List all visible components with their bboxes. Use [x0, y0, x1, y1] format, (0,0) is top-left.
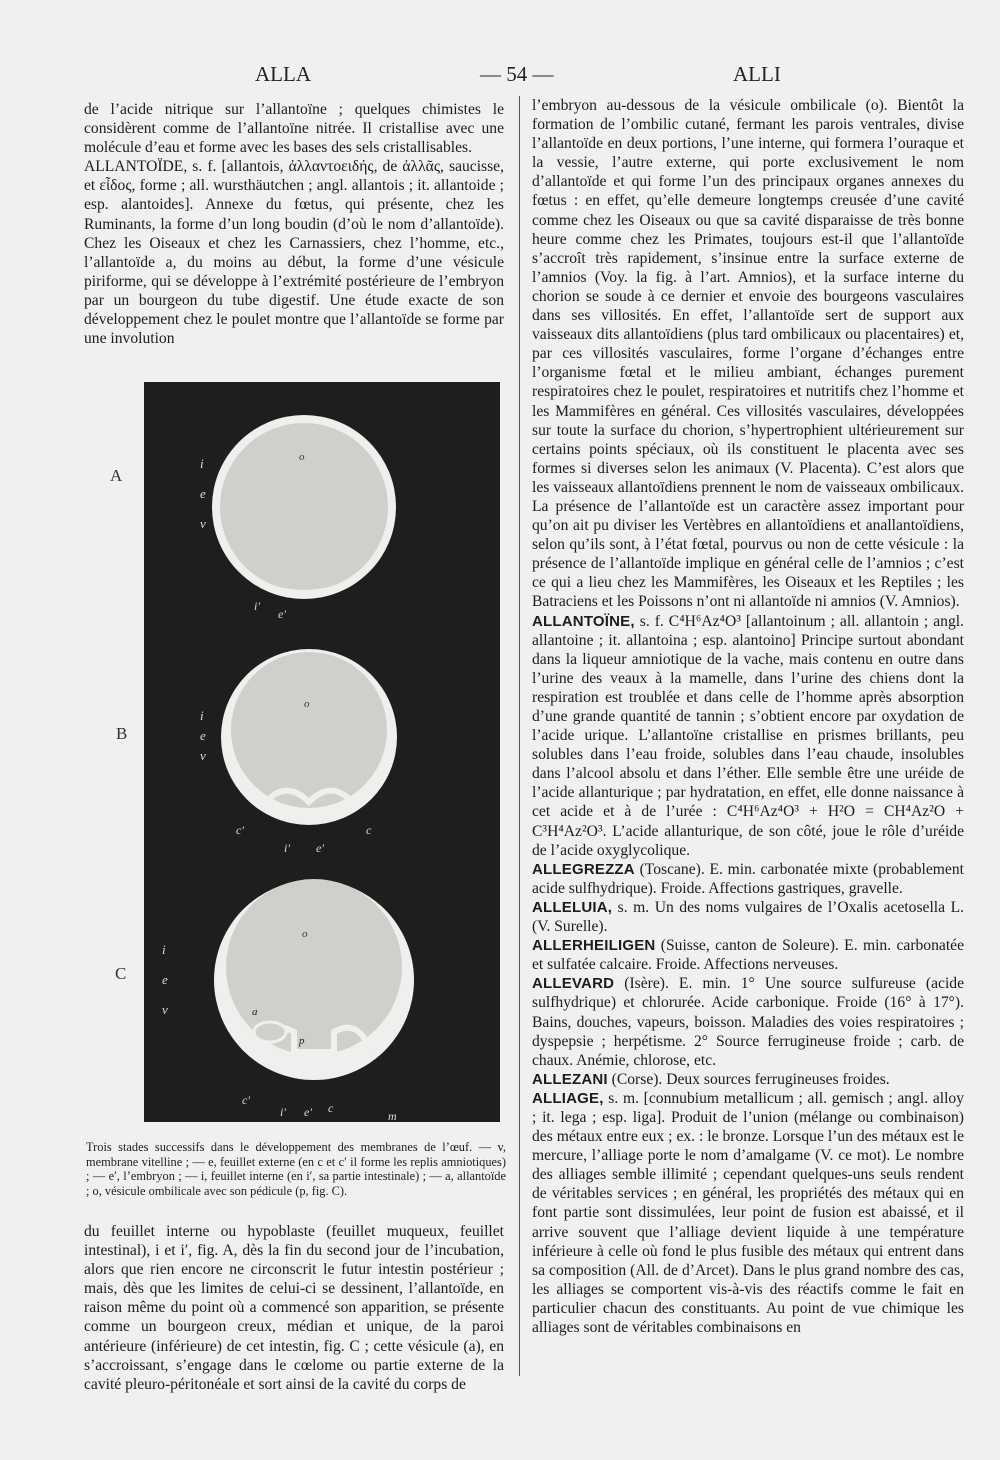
right-column: [532, 96, 964, 1337]
entry-headword: ALLEZANI: [532, 1070, 608, 1088]
paragraph: du feuillet interne ou hypoblaste (feuillet muqueux, feuillet intestinal), i et i′, fig. A, dès la fin du second jour de l’incubation, alors que rien encore ne circonscrit le futur intestin postérieur ; mais, dès que les limites de celui-ci se dessinent, l’allantoïde, en raison même du point où a commencé son apparition, se présente comme un bourgeon creux, médian et unique, de la paroi antérieure (inférieure) de cet intestin, fig. C ; cette vésicule (a), en s’accroissant, s’engage dans le cœlome ou partie externe de la cavité pleuro-péritonéale et sort ainsi de la cavité du corps de: [84, 1223, 504, 1393]
paragraph: de l’acide nitrique sur l’allantoïne ; quelques chimistes le considèrent comme de l’allantoïne nitrée. Il cristallise avec une molécule d’eau et forme avec les bases des sels cristallisables.: [84, 101, 504, 157]
figure-caption: [86, 1140, 506, 1198]
entry-allantoide: ALLANTOÏDE, s. f. [allantois, ἀλλαντοειδής, de ἀλλᾶς, saucisse, et εἶδος, forme ; all. wursthäutchen ; angl. allantois ; it. allantoide ; esp. alantoides]. Annexe du fœtus, qui présente, chez les Ruminants, la forme d’un long boudin (d’où le nom d’allantoïde). Chez les Oiseaux et chez les Carnassiers, chez l’homme, etc., l’allantoïde a, du moins au début, la forme d’une vésicule piriforme, qui se développe à l’extrémité postérieure de l’embryon par un bourgeon du tube digestif. Une étude exacte de son développement chez le poulet montre que l’allantoïde se forme par une involution: [84, 158, 504, 348]
entry-body: s. f. C⁴H⁶Az⁴O³ [allantoinum ; all. allantoin ; angl. allantoine ; it. allantoina ; esp. alantoino] Principe surtout abondant dans la liqueur amniotique de la vache, mais contenu en outre dans l’urine des veaux à la mamelle, dans l’urine des chiens dont la respiration est troublée et dans celle de l’homme après absorption d’une grande quantité de tannin ; s’obtient encore par oxydation de l’acide urique. L’allantoïne cristallise en prismes brillants, peu solubles dans l’eau froide, solubles dans l’eau chaude, insolubles dans l’alcool absolu et dans l’éther. Elle semble être une uréide de l’acide allanturique ; par hydratation, en effet, elle donne naissance à cet acide et à de l’urée : C⁴H⁶Az⁴O³ + H²O = CH⁴Az²O + C³H⁴Az²O³. L’acide allanturique, de son côté, joue le rôle d’uréide de l’acide oxyglycolique.: [532, 612, 964, 859]
label-e: e: [162, 972, 168, 987]
label-v: v: [162, 1002, 168, 1017]
stage-letter-b: B: [116, 724, 128, 743]
entry-allevard: [532, 974, 964, 1069]
entry-allegrezza: [532, 860, 964, 898]
label-e-prime: e': [278, 607, 286, 621]
stage-a-yolk: [220, 423, 388, 591]
entry-headword: ALLEGREZZA: [532, 860, 635, 878]
label-e: e: [200, 486, 206, 501]
label-i-prime: i': [284, 841, 290, 855]
label-m: m: [388, 1109, 397, 1122]
label-i: i: [162, 942, 166, 957]
entry-headword: ALLELUIA,: [532, 898, 613, 916]
caption-text: Trois stades successifs dans le développement des membranes de l’œuf. — v, membrane vitelline ; — e, feuillet externe (en c et c′ il forme les replis amniotiques) ; — e′, l’embryon ; — i, feuillet interne (en i′, sa partie intestinale) ; — a, allantoïde ; o, vésicule ombilicale avec son pédicule (p, fig. C).: [86, 1140, 506, 1198]
entry-body: (Suisse, canton de Soleure). E. min. carbonatée et sulfatée calcaire. Froide. Affections nerveuses.: [532, 937, 964, 974]
entry-headword: ALLEVARD: [532, 975, 615, 993]
label-v: v: [200, 516, 206, 531]
entry-alleluia: [532, 898, 964, 936]
stage-letter-a: A: [110, 466, 123, 485]
stage-c-allantois: [254, 1022, 286, 1042]
entry-body: (Corse). Deux sources ferrugineuses froides.: [607, 1070, 890, 1088]
label-p: p: [299, 1035, 305, 1047]
left-column-bottom: [84, 1222, 504, 1394]
running-head-right: ALLI: [733, 62, 781, 86]
label-o: o: [302, 928, 308, 940]
label-e: e: [200, 728, 206, 743]
entry-alliage: [532, 1089, 964, 1337]
label-c-prime: c': [236, 823, 244, 837]
entry-headword: ALLANTOÏNE,: [532, 612, 635, 630]
entry-allantoine: [532, 612, 964, 860]
label-i-prime: i': [254, 599, 260, 613]
label-i: i: [200, 708, 204, 723]
column-rule: [519, 96, 520, 1376]
label-c: c: [328, 1101, 334, 1115]
membrane-development-figure: [144, 382, 500, 1122]
label-c-prime: c': [242, 1093, 250, 1107]
entry-headword: ALLIAGE,: [532, 1089, 604, 1107]
entry-body: s. m. [connubium metallicum ; all. gemisch ; angl. alloy ; it. lega ; esp. liga]. Produit de l’union (mélange ou combinaison) des métaux entre eux ; ex. : le bronze. Lorsque l’un des métaux est le mercure, l’alliage porte le nom d’amalgame (V. ce mot). Le nombre des alliages semble illimité ; cependant quelques-uns seuls rendent de véritables services ; en général, les propriétés des métaux qui en font partie sont dissimulées, leur point de fusion est abaissé, et il arrive souvent que l’alliage devient liquide à une température inférieure à celle où fond le plus fusible des métaux qui entrent dans sa composition (All. de d’Arcet). Dans le plus grand nombre des cas, les alliages se comportent vis-à-vis des réactifs comme le fait en particulier chacun des constituants. Au point de vue chimique les alliages sont de véritables combinaisons en: [532, 1089, 964, 1336]
label-v: v: [200, 748, 206, 763]
stage-b-diagram: [200, 649, 397, 855]
entry-body: (Isère). E. min. 1° Une source sulfureuse (acide sulfhydrique) et chlorurée. Acide carbonique. Froide (16° à 17°). Bains, douches, vapeurs, boisson. Maladies des voies respiratoires ; dyspepsie ; herpétisme. 2° Source ferrugineuse froide ; carb. de chaux. Anémie, chlorose, etc.: [532, 975, 964, 1069]
entry-body: l’embryon au-dessous de la vésicule ombilicale (o). Bientôt la formation de l’ombilic cutané, fermant les parois ventrales, divise l’allantoïde en deux portions, l’une interne, qui formera l’ouraque et la vessie, l’autre externe, qui porte exclusivement le nom d’allantoïde et qui forme l’un des principaux organes annexes du fœtus : en effet, qu’elle demeure longtemps creusée d’une cavité comme chez les Oiseaux ou que sa cavité disparaisse de très bonne heure comme chez les Primates, toujours est-il que l’allantoïde s’accroît très rapidement, s’insinue entre la surface externe de l’amnios (Voy. la fig. à l’art. Amnios), et la surface interne du chorion se soude à ce dernier et envoie des bourgeons vasculaires dans ses villosités. En effet, l’allantoïde sert de support aux vaisseaux dits allantoïdiens (plus tard ombilicaux ou placentaires) et, par ces villosités vasculaires, forme l’organe d’échanges entre l’organisme fœtal et le milieu ambiant, échanges purement respiratoires chez le poulet, respiratoires et nutritifs chez l’homme et les Mammifères en général. Ces villosités vasculaires, développées sur toute la surface du chorion, s’hypertrophient ultérieurement sur certains points spéciaux, où ils constituent le placenta avec ses formes si diverses selon les animaux (V. Placenta). C’est alors que les vaisseaux allantoïdiens prennent le nom de vaisseaux ombilicaux. La présence de l’allantoïde est un caractère assez important pour qu’on ait pu diviser les Vertèbres en allantoïdiens et anallantoïdiens, selon qu’ils sont, à l’état fœtal, pourvus ou non de cette vésicule : la présence de l’allantoïde implique en général celle de l’amnios ; c’est ce qui a lieu chez les Mammifères, les Oiseaux et les Reptiles ; les Batraciens et les Poissons n’ont ni allantoïde ni amnios (V. Amnios).: [532, 97, 964, 611]
figure-drawing: [144, 382, 500, 1122]
running-head: [0, 62, 1000, 88]
entry-headword: ALLERHEILIGEN: [532, 937, 656, 955]
label-e-prime: e': [304, 1105, 312, 1119]
stage-b-yolk: [231, 652, 387, 808]
running-head-left: ALLA: [255, 62, 311, 86]
stage-c-yolk: [226, 879, 402, 1055]
label-e-prime: e': [316, 841, 324, 855]
label-i: i: [200, 456, 204, 471]
entry-body: (Toscane). E. min. carbonatée mixte (probablement acide sulfhydrique). Froide. Affections gastriques, gravelle.: [532, 860, 964, 897]
stage-c-diagram: [162, 879, 414, 1122]
entry-continuation: [532, 96, 964, 612]
entry-allerheiligen: [532, 936, 964, 974]
label-i-prime: i': [280, 1105, 286, 1119]
entry-body: s. m. Un des noms vulgaires de l’Oxalis acetosella L. (V. Surelle).: [532, 898, 964, 936]
label-o: o: [299, 451, 305, 463]
stage-letter-c: C: [115, 964, 127, 983]
entry-allezani: [532, 1070, 964, 1089]
left-column-top: [84, 100, 504, 348]
stage-a-diagram: [200, 415, 396, 621]
label-a: a: [252, 1006, 258, 1018]
label-o: o: [304, 698, 310, 710]
label-c: c: [366, 823, 372, 837]
page-number: — 54 —: [480, 62, 554, 86]
